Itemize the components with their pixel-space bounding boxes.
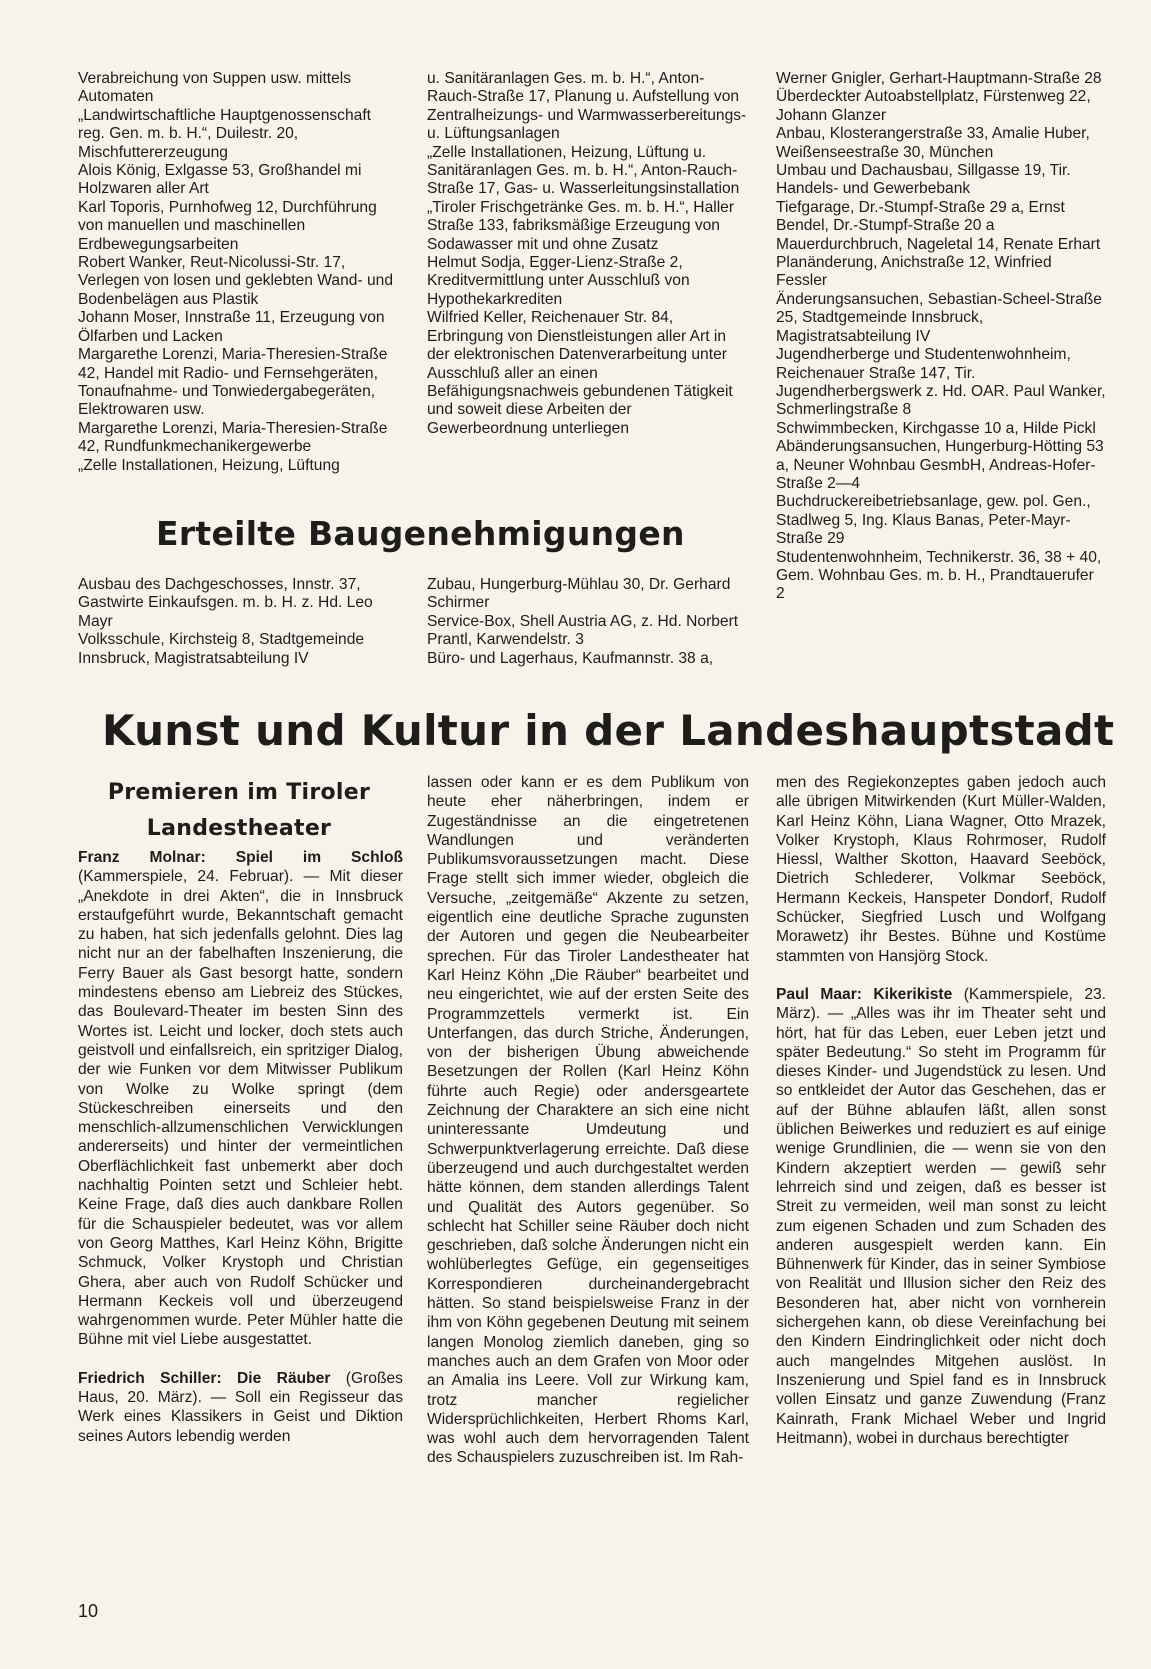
review-text: men des Regiekonzeptes gaben jedoch auch alle übrigen Mitwirkenden (Kurt Müller-Walden, Karl Heinz Köhn, Liana Wagner, Otto Mrazek, Volker Krystoph, Klaus Rohrmoser, Rudolf Hiessl, Walther Skotton, Haavard Seeböck, Dietrich Schlederer, Volkmar Seeböck, Hermann Keckeis, Hanspeter Dondorf, Rudolf Schücker, Siegfried Lusch und Wolfgang Morawetz) ihr Bestes. Bühne und Kostüme stammten von Hansjörg Stock.	[776, 774, 1106, 965]
review-text: (Kammerspiele, 23. März). — „Alles was ihr im Theater seht und hört, hat für das Leben, euer Leben jetzt und später Bedeutung.“ So steht im Programm für dieses Kinder- und Jugendstück zu lesen. Und so entkleidet der Autor das Geschehen, das er auf der Bühne ablaufen läßt, allen sonst üblichen Beiwerkes und reduziert es auf einige wenige Grundlinien, die — wenn sie von den Kindern akzeptiert werden — gewiß sehr lehrreich sind und zeigen, daß es besser ist Streit zu vermeiden, weil man sonst zu leicht zum eigenen Schaden und zum Schaden des anderen ausgespielt werden kann. Ein Bühnenwerk für Kinder, das in seiner Symbiose von Realität und Illusion sicher den Reiz des Besonderen hat, aber nicht von vornherein sichergehen kann, ob diese Vereinfachung bei den Kindern Eindringlichkeit oder nicht doch auch mangelndes Mitgehen auslöst. In Inszenierung und Spiel fand es in Innsbruck vollen Einsatz und ganze Zuwendung (Franz Kainrath, Frank Michael Weber und Ingrid Heitmann), wobei in durchaus berechtigter	[776, 985, 1106, 1447]
gewerbe-entry: Margarethe Lorenzi, Maria-Theresien-Straße 42, Rundfunkmechanikergewerbe	[78, 419, 388, 456]
review-text: (Großes Haus, 20. März). — Soll ein Regisseur das Werk eines Klassikers in Geist und Diktion seines Autors lebendig werden	[78, 1369, 403, 1445]
gewerbe-entry: Helmut Sodja, Egger-Lienz-Straße 2, Kreditvermittlung unter Ausschluß von Hypothekarkrediten	[427, 254, 690, 308]
gewerbe-entry: „Zelle Installationen, Heizung, Lüftung u. Sanitäranlagen Ges. m. b. H.“, Anton-Rauch-Straße 17, Gas- u. Wasserleitungsinstallation	[427, 143, 740, 198]
gewerbe-entry: u. Sanitäranlagen Ges. m. b. H.“, Anton-Rauch-Straße 17, Planung u. Aufstellung von Zentralheizungs- und Warmwasserbereitungs- u. Lüftungsanlagen	[427, 70, 747, 143]
baugenehmigungen-column-2	[427, 576, 749, 668]
review-text: (Kammerspiele, 24. Februar). — Mit dieser „Anekdote in drei Akten“, die in Innsbruck erstaufgeführt wurde, Bekanntschaft gemacht zu haben, hat sich jedenfalls gelohnt. Dies lag nicht nur an der fabelhaften Inszenierung, die Ferry Bauer als Gast besorgt hatte, sondern mindestens ebenso am Liebreiz des Stückes, das Boulevard-Theater im besten Sinn des Wortes ist. Leicht und locker, doch stets auch geistvoll und einfallsreich, ein spritziger Dialog, der wie Funken vor dem Mitwisser Publikum von Wolke zu Wolke springt (dem Stückeschreiben einerseits und den menschlich-allzumenschlichen Verwicklungen andererseits) und hinter der vermeintlichen Oberflächlichkeit fast unbemerkt aber doch nachhaltig Pointen setzt und Schleier hebt. Keine Frage, daß dies auch dankbare Rollen für die Schauspieler bedeutet, was vor allem von Georg Matthes, Karl Heinz Köhn, Brigitte Schmuck, Volker Krystoph und Christian Ghera, aber auch von Rudolf Schücker und Hermann Keckeis voll und überzeugend wahrgenommen wurde. Peter Mühler hatte die Bühne mit viel Liebe ausgestattet.	[78, 868, 403, 1349]
kultur-heading: Kunst und Kultur in der Landeshauptstadt	[102, 706, 1115, 755]
article-column-2	[427, 773, 749, 1468]
baugenehmigung-entry: Service-Box, Shell Austria AG, z. Hd. Norbert Prantl, Karwendelstr. 3	[427, 612, 739, 649]
gewerbe-column-2	[427, 70, 749, 438]
review-schiller	[78, 1369, 403, 1446]
baugenehmigung-entry: Studentenwohnheim, Technikerstr. 36, 38 + 40, Gem. Wohnbau Ges. m. b. H., Prandtauerufer 2	[776, 548, 1102, 603]
gewerbe-entry: Margarethe Lorenzi, Maria-Theresien-Straße 42, Handel mit Radio- und Fernsehgeräten, Tonaufnahme- und Tonwiedergabegeräten, Elektrowaren usw.	[78, 346, 388, 419]
baugenehmigung-entry: Buchdruckereibetriebsanlage, gew. pol. Gen., Stadlweg 5, Ing. Klaus Banas, Peter-Mayr-Straße 29	[776, 493, 1091, 548]
baugenehmigung-entry: Ausbau des Dachgeschosses, Innstr. 37, Gastwirte Einkaufsgen. m. b. H. z. Hd. Leo Mayr	[78, 576, 373, 630]
baugenehmigung-entry: Büro- und Lagerhaus, Kaufmannstr. 38 a,	[427, 649, 714, 667]
baugenehmigung-entry: Jugendherberge und Studentenwohnheim, Reichenauer Straße 147, Tir. Jugendherbergswerk z. Hd. OAR. Paul Wanker, Schmerlingstraße 8	[776, 346, 1106, 419]
review-title: Paul Maar: Kikerikiste	[776, 985, 953, 1003]
gewerbe-entry: Karl Toporis, Purnhofweg 12, Durchführung von manuellen und maschinellen Erdbewegungsarbeiten	[78, 198, 377, 253]
gewerbe-entry: Wilfried Keller, Reichenauer Str. 84, Erbringung von Dienstleistungen aller Art in der elektronischen Datenverarbeitung unter Ausschluß aller an einen Befähigungsnachweis gebundenen Tätigkeit und soweit diese Arbeiten der Gewerbeordnung unterliegen	[427, 309, 733, 437]
baugenehmigung-entry: Mauerdurchbruch, Nageletal 14, Renate Erhart	[776, 235, 1101, 253]
baugenehmigung-entry: Planänderung, Anichstraße 12, Winfried Fessler	[776, 254, 1052, 290]
gewerbe-entry: „Tiroler Frischgetränke Ges. m. b. H.“, Haller Straße 133, fabriksmäßige Erzeugung von Sodawasser mit und ohne Zusatz	[427, 198, 735, 253]
baugenehmigung-entry: Volksschule, Kirchsteig 8, Stadtgemeinde Innsbruck, Magistratsabteilung IV	[78, 631, 365, 667]
baugenehmigung-entry: Umbau und Dachausbau, Sillgasse 19, Tir. Handels- und Gewerbebank	[776, 162, 1071, 198]
baugenehmigung-entry: Anbau, Klosterangerstraße 33, Amalie Huber, Weißenseestraße 30, München	[776, 125, 1090, 161]
baugenehmigung-entry: Werner Gnigler, Gerhart-Hauptmann-Straße 28	[776, 70, 1102, 87]
article-column-3	[776, 773, 1106, 1448]
gewerbe-column-1	[78, 70, 400, 475]
baugenehmigungen-heading: Erteilte Baugenehmigungen	[156, 514, 685, 553]
baugenehmigung-entry: Abänderungsansuchen, Hungerburg-Hötting 53 a, Neuner Wohnbau GesmbH, Andreas-Hofer-Straße 2—4	[776, 438, 1104, 492]
gewerbe-entry: „Landwirtschaftliche Hauptgenossenschaft reg. Gen. m. b. H.“, Duilestr. 20, Mischfuttererzeugung	[78, 106, 371, 161]
gewerbe-entry: „Zelle Installationen, Heizung, Lüftung	[78, 456, 340, 474]
page-number: 10	[78, 1601, 99, 1621]
review-maar	[776, 985, 1106, 1448]
gewerbe-entry: Johann Moser, Innstraße 11, Erzeugung von Ölfarben und Lacken	[78, 309, 385, 345]
baugenehmigung-entry: Tiefgarage, Dr.-Stumpf-Straße 29 a, Ernst Bendel, Dr.-Stumpf-Straße 20 a	[776, 198, 1065, 235]
gewerbe-entry: Alois König, Exlgasse 53, Großhandel mi Holzwaren aller Art	[78, 162, 362, 198]
article-column-1	[78, 848, 403, 1446]
review-title: Franz Molnar: Spiel im Schloß	[78, 849, 403, 866]
baugenehmigung-entry: Änderungsansuchen, Sebastian-Scheel-Straße 25, Stadtgemeinde Innsbruck, Magistratsabteilung IV	[776, 290, 1102, 345]
baugenehmigung-entry: Überdeckter Autoabstellplatz, Fürstenweg 22, Johann Glanzer	[776, 88, 1091, 124]
baugenehmigung-entry: Schwimmbecken, Kirchgasse 10 a, Hilde Pickl	[776, 419, 1096, 437]
gewerbe-entry: Robert Wanker, Reut-Nicolussi-Str. 17, Verlegen von losen und geklebten Wand- und Bodenbelägen aus Plastik	[78, 254, 393, 308]
premieren-subheading: Premieren im Tiroler Landestheater	[107, 780, 371, 841]
review-molnar	[78, 848, 403, 1350]
review-text: lassen oder kann er es dem Publikum von heute eher näherbringen, indem er Zugeständnisse an die eingetretenen Wandlungen und veränderten Publikumsvoraussetzungen macht. Diese Frage stellt sich immer wieder, obgleich die Versuche, „zeitgemäße“ Akzente zu setzen, eigentlich eine deutliche Sprache zugunsten der Autoren und gegen die Neubearbeiter sprechen. Für das Tiroler Landestheater hat Karl Heinz Köhn „Die Räuber“ bearbeitet und neu eingerichtet, wie auf der ersten Seite des Programmzettels vermerkt ist. Ein Unterfangen, das durch Striche, Änderungen, von der bisherigen Übung abweichende Besetzungen der Rollen (Karl Heinz Köhn führte auch Regie) oder andersgeartete Zeichnung der Charaktere an sich eine nicht uninteressante Umdeutung und Schwerpunktverlagerung erreichte. Daß diese überzeugend und auch durchgestaltet werden hätte können, dem standen allerdings Talent und Qualität des Autors gegenüber. So schlecht hat Schiller seine Räuber doch nicht geschrieben, daß solche Änderungen nicht ein wohlüberlegtes Gefüge, ein gegenseitiges Korrespondieren durcheinandergebracht hätten. So stand beispielsweise Franz in der ihm von Köhn gegebenen Deutung mit seinem langen Monolog ziemlich daneben, ging so manches auch an dem Grafen von Moor oder an Amalia ins Leere. Voll zur Wirkung kam, trotz mancher regielicher Widersprüchlichkeiten, Herbert Rhoms Karl, was wohl auch dem hervorragenden Talent des Schauspielers zuzuschreiben ist. Im Rah-	[427, 774, 749, 1467]
baugenehmigung-entry: Zubau, Hungerburg-Mühlau 30, Dr. Gerhard Schirmer	[427, 576, 731, 612]
baugenehmigungen-column-3	[776, 70, 1106, 604]
gewerbe-entry: Verabreichung von Suppen usw. mittels Automaten	[78, 70, 352, 106]
review-title: Friedrich Schiller: Die Räuber	[78, 1369, 331, 1387]
baugenehmigungen-column-1	[78, 576, 408, 668]
